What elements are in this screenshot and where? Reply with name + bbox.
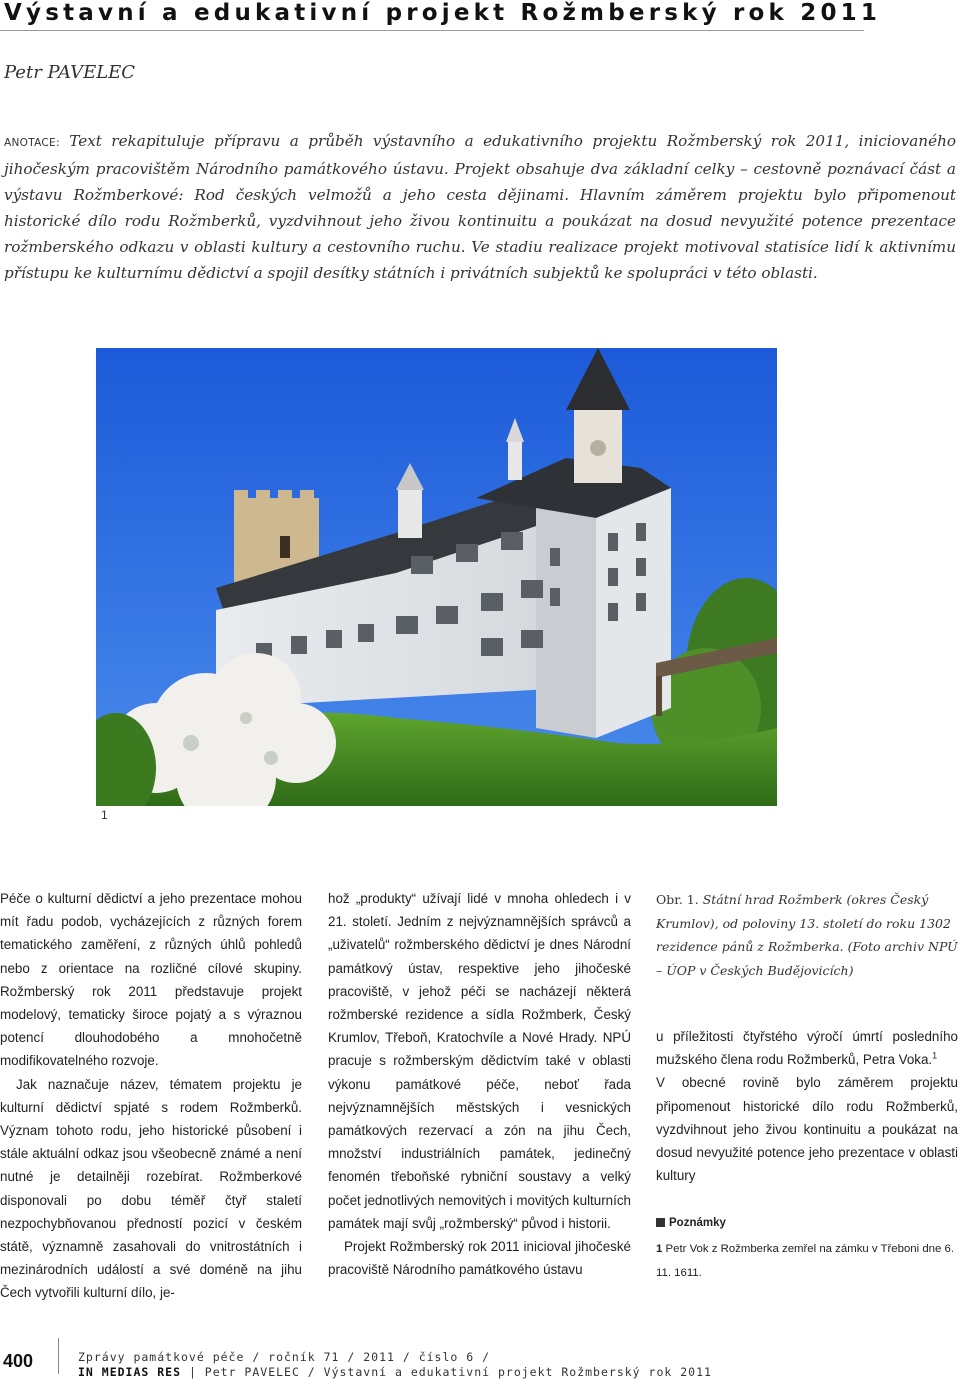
footer-divider [58,1338,59,1374]
body-column-1 [0,887,302,1305]
page-number: 400 [3,1351,34,1371]
paragraph: Jak naznačuje název, tématem projektu je kulturní dědictví spjaté s rodem Rožmberků. Význam tohoto rodu, jeho historické působení i stále aktuální odkaz jsou všeobecně známé a není nutné je detailněji rozebírat. Rožmberkové disponovali po dobu téměř čtyř staletí nezpochybňovanou předností pozicí v českém státě, významně zasahovali do vnitrostátních i mezinárodních událostí a své doméně na jihu Čech vytvořili kulturní dílo, je- [0,1076,302,1301]
abstract-label: ANOTACE: [4,137,60,149]
paragraph: hož „produkty“ užívají lidé v mnoha ohledech i v 21. století. Jedním z nejvýznamnějších správců a „uživatelů“ rožmberského dědictví je dnes Národní památkový ústav, respektive jeho jihočeské pracoviště, v jehož péči se nacházejí některá rožmberské rezidence a sídla Rožmberk, Český Krumlov, Třeboň, Kratochvíle a Nové Hrady. NPÚ pracuje s rožmberským dědictvím také v oblasti výkonu památkové péče, neboť řada nejvýznamnějších městských i vesnických památkových rezervací a zón na jihu Čech, množství industriálních památek, jedinečný fenomén třeboňské rybniční soustavy a velký počet jednotlivých nemovitých i movitých kulturních památek mají svůj „rožmberský“ původ i historii. [328,891,631,1231]
running-title: | Petr PAVELEC / Výstavní a edukativní projekt Rožmberský rok 2011 [188,1365,712,1379]
footnote-ref[interactable]: 1 [932,1050,938,1061]
abstract-text: Text rekapituluje přípravu a průběh výstavního a edukativního projektu Rožmberský rok 2011, iniciovaného jihočeským pracovištěm Národního památkového ústavu. Projekt obsahuje dva základní celky – cestovně poznávací část a výstavu Rožmberkové: Rod českých velmožů a jeho cesta dějinami. Hlavním záměrem projektu bylo připomenout historické dílo rodu Rožmberků, vyzdvihnout jeho živou kontinuitu a poukázat na dosud nevyužité potence prezentace rožmberského odkazu v oblasti kultury a cestovního ruchu. Ve stadiu realizace projekt motivoval statisíce lidí k aktivnímu přístupu ke kulturnímu dědictví a spojil desítky státních i privátních subjektů ke spolupráci v této oblasti. [4,132,957,282]
paragraph: Péče o kulturní dědictví a jeho prezentace mohou mít řadu podob, vycházejících z různých forem tematického zaměření, z různých úhlů pohledů nebo z orientace na rozličné cílové skupiny. Rožmberský rok 2011 představuje projekt modelový, tematicky široce pojatý a s výraznou potencí dlouhodobého a mnohočetně modifikovatelného rozvoje. [0,891,302,1069]
figure-caption [656,888,958,982]
footnote [656,1237,960,1285]
notes-heading [656,1214,960,1232]
square-bullet-icon [656,1218,665,1227]
castle-photo [96,348,777,806]
body-column-2 [328,887,631,1281]
running-footer [78,1365,712,1379]
body-column-3 [656,1025,958,1187]
figure-number: 1 [101,808,108,822]
section-name: IN MEDIAS RES [78,1365,182,1379]
paragraph: Projekt Rožmberský rok 2011 inicioval jihočeské pracoviště Národního památkového ústavu [328,1239,631,1278]
paragraph-text: u příležitosti čtyřstého výročí úmrtí posledního mužského člena rodu Rožmberků, Petra Voka. [656,1029,958,1068]
author-name: Petr PAVELEC [4,62,136,83]
caption-text: Státní hrad Rožmberk (okres Český Krumlov), od poloviny 13. století do roku 1302 rezidence pánů z Rožmberka. (Foto archiv NPÚ – ÚOP v Českých Budějovicích) [656,892,958,978]
abstract [4,128,956,286]
footnote-text: Petr Vok z Rožmberka zemřel na zámku v Třeboni dne 6. 11. 1611. [656,1243,954,1279]
footnote-number: 1 [656,1243,663,1255]
journal-info: Zprávy památkové péče / ročník 71 / 2011 / číslo 6 / [78,1350,491,1364]
notes-heading-text: Poznámky [669,1217,726,1229]
notes-section [656,1214,960,1285]
article-title: Výstavní a edukativní projekt Rožmberský rok 2011 [4,0,882,26]
caption-label: Obr. 1. [656,892,699,907]
paragraph [656,1025,958,1071]
paragraph: V obecné rovině bylo záměrem projektu připomenout historické dílo rodu Rožmberků, vyzdvihnout jeho živou kontinuitu a poukázat na dosud nevyužité potence jeho prezentace v oblasti kultury [656,1075,958,1184]
title-divider [0,30,864,31]
